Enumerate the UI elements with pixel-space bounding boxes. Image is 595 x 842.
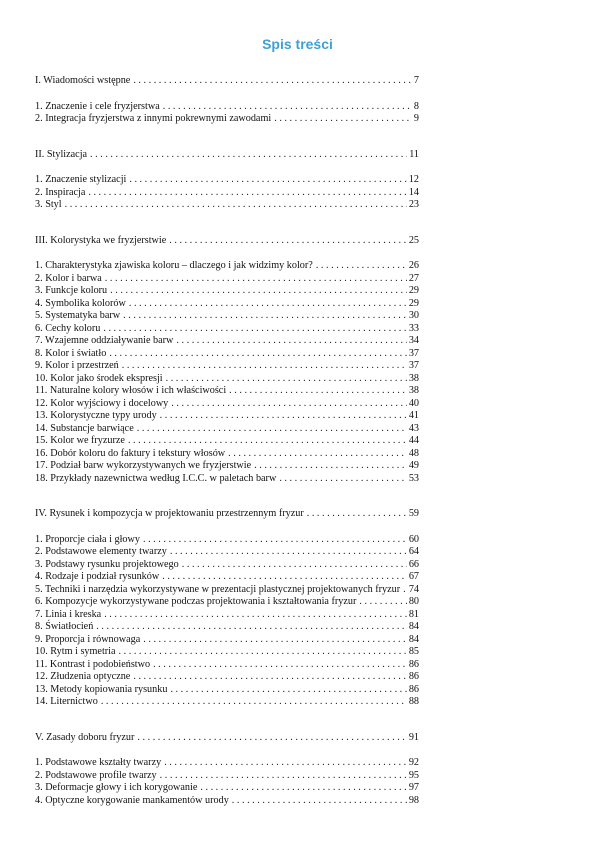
- toc-page-number: 95: [408, 769, 419, 781]
- toc-entry-label: 3. Styl: [35, 199, 62, 210]
- leader-dots: [316, 260, 407, 273]
- leader-dots: [307, 508, 407, 521]
- toc-page-number: 85: [408, 646, 419, 657]
- toc-entry-label: 13. Metody kopiowania rysunku: [35, 683, 168, 695]
- toc-entry-label: 17. Podział barw wykorzystywanych we fryzjerstwie: [35, 460, 252, 471]
- toc-entry-label: 8. Światłocień: [35, 621, 94, 632]
- leader-dots: [164, 757, 407, 770]
- leader-dots: [162, 571, 407, 584]
- leader-dots: [274, 113, 412, 126]
- toc-page-number: 48: [408, 447, 419, 459]
- toc-entry: [35, 646, 419, 659]
- toc-entry: [35, 348, 419, 361]
- toc-entry-label: 6. Cechy koloru: [35, 322, 101, 334]
- toc-section: [35, 732, 419, 808]
- toc-entry: [35, 659, 419, 672]
- table-of-contents: [35, 75, 419, 807]
- toc-section-heading: [35, 149, 419, 162]
- toc-entry: [35, 113, 419, 126]
- toc-entry: [35, 621, 419, 634]
- toc-page-number: 60: [408, 533, 419, 545]
- leader-dots: [129, 174, 406, 187]
- toc-entry-label: 1. Znaczenie stylizacji: [35, 174, 127, 185]
- toc-page-number: 84: [408, 633, 419, 645]
- toc-page-number: 37: [408, 360, 419, 371]
- toc-page-number: 80: [408, 596, 419, 607]
- leader-dots: [163, 101, 412, 114]
- toc-entry-label: 4. Symbolika kolorów: [35, 297, 126, 309]
- toc-entry: [35, 534, 419, 547]
- toc-entry: [35, 684, 419, 697]
- toc-page-number: 86: [408, 671, 419, 682]
- toc-entry-label: 12. Kolor wyjściowy i docelowy: [35, 397, 169, 409]
- toc-page-number: 44: [408, 435, 419, 446]
- leader-dots: [279, 473, 407, 486]
- toc-entry: [35, 373, 419, 386]
- toc-entry: [35, 385, 419, 398]
- leader-dots: [182, 559, 407, 572]
- leader-dots: [128, 435, 407, 448]
- toc-page-number: 23: [408, 199, 419, 210]
- toc-page-number: 7: [413, 75, 419, 86]
- toc-page-number: 91: [408, 731, 419, 743]
- toc-entry: [35, 187, 419, 200]
- toc-section: [35, 235, 419, 486]
- leader-dots: [88, 187, 406, 200]
- toc-page-number: 29: [408, 285, 419, 296]
- toc-entry: [35, 782, 419, 795]
- toc-entry-label: III. Kolorystyka we fryzjerstwie: [35, 234, 167, 246]
- toc-entry: [35, 671, 419, 684]
- toc-section: [35, 149, 419, 212]
- toc-entry-label: 12. Złudzenia optyczne: [35, 671, 131, 682]
- leader-dots: [200, 782, 406, 795]
- toc-page-number: 29: [408, 297, 419, 309]
- toc-page-number: 37: [408, 347, 419, 359]
- toc-entry: [35, 609, 419, 622]
- toc-entry: [35, 174, 419, 187]
- toc-entry-label: 13. Kolorystyczne typy urody: [35, 410, 157, 421]
- leader-dots: [103, 323, 406, 336]
- leader-dots: [133, 75, 412, 88]
- leader-dots: [170, 546, 407, 559]
- toc-page-number: 53: [408, 472, 419, 484]
- leader-dots: [143, 634, 407, 647]
- leader-dots: [166, 373, 407, 386]
- toc-entry-label: 1. Podstawowe kształty twarzy: [35, 757, 162, 768]
- toc-entry: [35, 423, 419, 436]
- toc-page-number: 74: [408, 583, 419, 595]
- leader-dots: [359, 596, 406, 609]
- toc-entry-label: 9. Proporcja i równowaga: [35, 633, 141, 645]
- toc-entry: [35, 310, 419, 323]
- leader-dots: [105, 273, 407, 286]
- toc-entry-label: 5. Techniki i narzędzia wykorzystywane w prezentacji plastycznej projektowanych fryzur: [35, 583, 401, 595]
- toc-page-number: 26: [408, 260, 419, 271]
- leader-dots: [160, 770, 407, 783]
- toc-page-number: 11: [409, 148, 419, 160]
- toc-entry-label: 1. Charakterystyka zjawiska koloru – dlaczego i jak widzimy kolor?: [35, 260, 313, 271]
- toc-entry-label: 15. Kolor we fryzurze: [35, 435, 125, 446]
- toc-entry-label: 2. Integracja fryzjerstwa z innymi pokrewnymi zawodami: [35, 113, 272, 124]
- toc-page-number: 40: [408, 397, 419, 409]
- toc-entry: [35, 448, 419, 461]
- toc-entry-label: 2. Inspiracja: [35, 186, 86, 198]
- toc-entry-label: 9. Kolor i przestrzeń: [35, 360, 119, 371]
- leader-dots: [96, 621, 407, 634]
- toc-entry: [35, 199, 419, 212]
- toc-entry-label: 2. Podstawowe profile twarzy: [35, 769, 157, 781]
- toc-entry-label: 1. Proporcje ciała i głowy: [35, 533, 140, 545]
- toc-entry: [35, 273, 419, 286]
- toc-page-number: 14: [408, 186, 419, 198]
- toc-page-number: 86: [408, 683, 419, 695]
- toc-entry: [35, 571, 419, 584]
- leader-dots: [137, 423, 407, 436]
- leader-dots: [133, 671, 406, 684]
- toc-page-number: 12: [408, 174, 419, 185]
- toc-entry-label: 4. Rodzaje i podział rysunków: [35, 571, 160, 582]
- toc-page-number: 30: [408, 310, 419, 321]
- toc-entry: [35, 696, 419, 709]
- toc-entry: [35, 335, 419, 348]
- toc-page-number: 98: [408, 794, 419, 806]
- toc-page-number: 59: [408, 508, 419, 519]
- toc-page-number: 66: [408, 558, 419, 570]
- toc-entry: [35, 546, 419, 559]
- leader-dots: [228, 448, 407, 461]
- leader-dots: [109, 348, 407, 361]
- toc-section: [35, 75, 419, 126]
- leader-dots: [119, 646, 407, 659]
- toc-page-number: 97: [408, 782, 419, 793]
- leader-dots: [137, 732, 406, 745]
- toc-section-heading: [35, 75, 419, 88]
- toc-page-number: 8: [413, 100, 419, 112]
- toc-page-number: 38: [408, 385, 419, 396]
- toc-page-number: 84: [408, 621, 419, 632]
- toc-entry: [35, 410, 419, 423]
- toc-entry-label: 2. Podstawowe elementy twarzy: [35, 546, 167, 557]
- toc-entry-label: 11. Naturalne kolory włosów i ich właściwości: [35, 385, 227, 396]
- toc-entry: [35, 323, 419, 336]
- toc-page-number: 49: [408, 460, 419, 471]
- leader-dots: [110, 285, 407, 298]
- toc-entry: [35, 596, 419, 609]
- toc-entry-label: 1. Znaczenie i cele fryzjerstwa: [35, 100, 160, 112]
- toc-entry: [35, 260, 419, 273]
- toc-entry-label: 3. Deformacje głowy i ich korygowanie: [35, 782, 198, 793]
- toc-entry: [35, 435, 419, 448]
- leader-dots: [123, 310, 407, 323]
- toc-entry-label: 2. Kolor i barwa: [35, 272, 102, 284]
- toc-page-number: 9: [413, 113, 419, 124]
- toc-entry-label: 6. Kompozycje wykorzystywane podczas projektowania i kształtowania fryzur: [35, 596, 357, 607]
- toc-entry-label: 8. Kolor i światło: [35, 347, 107, 359]
- toc-entry-label: IV. Rysunek i kompozycja w projektowaniu przestrzennym fryzur: [35, 508, 304, 519]
- toc-page-number: 34: [408, 335, 419, 346]
- toc-page-number: 25: [408, 234, 419, 246]
- toc-page-number: 43: [408, 422, 419, 434]
- toc-entry: [35, 584, 419, 597]
- leader-dots: [160, 410, 407, 423]
- leader-dots: [170, 684, 406, 697]
- toc-entry-label: 16. Dobór koloru do faktury i tekstury włosów: [35, 447, 226, 459]
- toc-entry-label: II. Stylizacja: [35, 148, 88, 160]
- toc-entry: [35, 634, 419, 647]
- leader-dots: [101, 696, 407, 709]
- toc-entry-label: 11. Kontrast i podobieństwo: [35, 658, 151, 670]
- toc-entry-label: 14. Liternictwo: [35, 696, 98, 707]
- toc-entry-label: 10. Kolor jako środek ekspresji: [35, 372, 163, 384]
- leader-dots: [232, 795, 407, 808]
- toc-section-heading: [35, 235, 419, 248]
- toc-entry-label: 3. Podstawy rysunku projektowego: [35, 558, 179, 570]
- toc-entry-label: 14. Substancje barwiące: [35, 422, 134, 434]
- toc-entry: [35, 770, 419, 783]
- toc-page-number: 88: [408, 696, 419, 707]
- toc-entry-label: 5. Systematyka barw: [35, 310, 121, 321]
- leader-dots: [171, 398, 407, 411]
- toc-page-number: 81: [408, 608, 419, 620]
- leader-dots: [229, 385, 407, 398]
- leader-dots: [122, 360, 407, 373]
- toc-entry: [35, 298, 419, 311]
- toc-page-number: 33: [408, 322, 419, 334]
- toc-entry: [35, 101, 419, 114]
- leader-dots: [65, 199, 407, 212]
- toc-entry: [35, 795, 419, 808]
- toc-entry: [35, 473, 419, 486]
- leader-dots: [254, 460, 407, 473]
- toc-page-number: 27: [408, 272, 419, 284]
- leader-dots: [129, 298, 407, 311]
- toc-entry: [35, 360, 419, 373]
- leader-dots: [90, 149, 407, 162]
- toc-entry: [35, 757, 419, 770]
- toc-page-number: 67: [408, 571, 419, 582]
- toc-entry-label: 10. Rytm i symetria: [35, 646, 116, 657]
- toc-section: [35, 508, 419, 709]
- toc-entry-label: 7. Wzajemne oddziaływanie barw: [35, 335, 174, 346]
- leader-dots: [153, 659, 407, 672]
- toc-entry: [35, 559, 419, 572]
- toc-entry-label: 18. Przykłady nazewnictwa według I.C.C. w paletach barw: [35, 472, 277, 484]
- toc-page-number: 92: [408, 757, 419, 768]
- page-title: Spis treści: [262, 36, 333, 52]
- leader-dots: [176, 335, 406, 348]
- toc-entry: [35, 460, 419, 473]
- toc-entry-label: 4. Optyczne korygowanie mankamentów urody: [35, 794, 229, 806]
- toc-section-heading: [35, 732, 419, 745]
- toc-page-number: 41: [408, 410, 419, 421]
- leader-dots: [104, 609, 407, 622]
- toc-entry: [35, 285, 419, 298]
- toc-page-number: 38: [408, 372, 419, 384]
- toc-entry: [35, 398, 419, 411]
- toc-entry-label: 7. Linia i kreska: [35, 608, 102, 620]
- toc-page-number: 64: [408, 546, 419, 557]
- leader-dots: [143, 534, 407, 547]
- toc-page-number: 86: [408, 658, 419, 670]
- toc-section-heading: [35, 508, 419, 521]
- toc-entry-label: 3. Funkcje koloru: [35, 285, 108, 296]
- leader-dots: [169, 235, 407, 248]
- toc-entry-label: V. Zasady doboru fryzur: [35, 731, 135, 743]
- toc-entry-label: I. Wiadomości wstępne: [35, 75, 131, 86]
